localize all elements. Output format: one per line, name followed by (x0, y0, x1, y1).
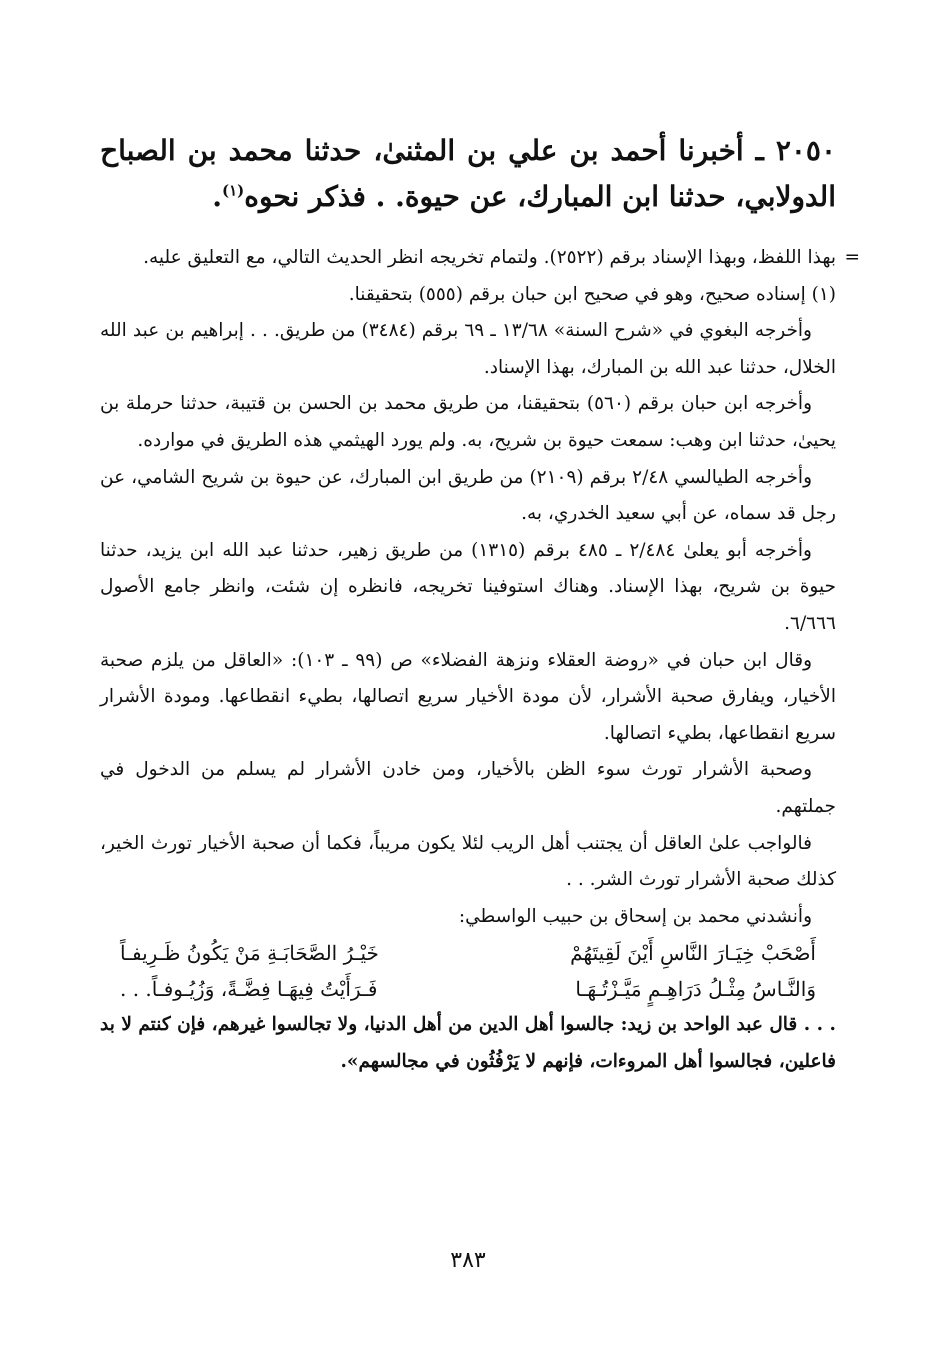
page-number: ٣٨٣ (450, 1248, 486, 1273)
poem (120, 935, 816, 1007)
footnote-para: وأخرجه أبو يعلىٰ ٢/٤٨٤ ـ ٤٨٥ برقم (١٣١٥) من طريق زهير، حدثنا عبد الله ابن يزيد، حدثنا حيوة بن شريح، بهذا الإسناد. وهناك استوفينا تخريجه، فانظره إن شئت، وانظر جامع الأصول ٦/٦٦٦. (100, 539, 836, 634)
hadith-body: ـ أخبرنا أحمد بن علي بن المثنىٰ، حدثنا محمد بن الصباح الدولابي، حدثنا ابن المبارك، عن حيوة. . فذكر نحوه (100, 134, 836, 213)
continuation-mark: = (844, 247, 860, 268)
hadith-number: ٢٠٥٠ (775, 134, 836, 167)
poem-verse (120, 935, 816, 971)
footnote-para: وقال ابن حبان في «روضة العقلاء ونزهة الفضلاء» ص (٩٩ ـ ١٠٣): «العاقل من يلزم صحبة الأخيار، ويفارق صحبة الأشرار، لأن مودة الأخيار سريع اتصالها، بطيء انقطاعها. ومودة الأشرار سريع انقطاعها، بطيء اتصالها. (100, 649, 836, 744)
poem-verse (120, 971, 816, 1007)
footnote-para: فالواجب علىٰ العاقل أن يجتنب أهل الريب لئلا يكون مريباً، فكما أن صحبة الأخيار تورث الخير، كذلك صحبة الأشرار تورث الشر. . . (100, 832, 836, 891)
footnote-continuation: = بهذا اللفظ، وبهذا الإسناد برقم (٢٥٢٢). ولتمام تخريجه انظر الحديث التالي، مع التعليق عليه. (100, 240, 836, 277)
hadith-text: ٢٠٥٠ ـ أخبرنا أحمد بن علي بن المثنىٰ، حدثنا محمد بن الصباح الدولابي، حدثنا ابن المبارك، عن حيوة. . فذكر نحوه$^{(١)}$. (100, 134, 836, 213)
footnote-para: وأخرجه الطيالسي ٢/٤٨ برقم (٢١٠٩) من طريق ابن المبارك، عن حيوة بن شريح الشامي، عن رجل قد سماه، عن أبي سعيد الخدري، به. (100, 466, 836, 525)
verse-hemistich: أَصْحَبْ خِيَـارَ النَّاسِ أَيْنَ لَقِيتَهُمْ (570, 941, 816, 966)
footnote-para: وأخرجه البغوي في «شرح السنة» ١٣/٦٨ ـ ٦٩ برقم (٣٤٨٤) من طريق. . . إبراهيم بن عبد الله الخلال، حدثنا عبد الله بن المبارك، بهذا الإسناد. (100, 320, 836, 378)
verse-hemistich: خَيْـرُ الصَّحَابَـةِ مَنْ يَكُونُ ظَـرِيفـاً (120, 941, 379, 966)
footnote-para: وصحبة الأشرار تورث سوء الظن بالأخيار، ومن خادن الأشرار لم يسلم من الدخول في جملتهم. (100, 759, 836, 817)
verse-hemistich: وَالنَّـاسُ مِثْـلُ دَرَاهِـمٍ مَيَّـزْتُـهَـا (575, 977, 816, 1002)
footnote-para: وأخرجه ابن حبان برقم (٥٦٠) بتحقيقنا، من طريق محمد بن الحسن بن قتيبة، حدثنا حرملة بن يحيىٰ، حدثنا ابن وهب: سمعت حيوة بن شريح، به. ولم يورد الهيثمي هذه الطريق في موارده. (100, 393, 836, 451)
footnote-para: وأنشدني محمد بن إسحاق بن حبيب الواسطي: (458, 905, 812, 927)
footnote-1: (١) إسناده صحيح، وهو في صحيح ابن حبان برقم (٥٥٥) بتحقيقنا. (348, 283, 836, 305)
footnote-ref: (١) (222, 181, 245, 200)
verse-hemistich: فَـرَأَيْتُ فِيهَـا فِضَّـةً، وَزُيُـوفـاً. . . (120, 977, 378, 1002)
footnote-para: . . . قال عبد الواحد بن زيد: جالسوا أهل الدين من أهل الدنيا، ولا تجالسوا غيرهم، فإن كنتم لا بد فاعلين، فجالسوا أهل المروءات، فإنهم لا يَرْفُثُون في مجالسهم». (100, 1014, 836, 1072)
footnotes (100, 240, 860, 1080)
page (100, 0, 860, 1368)
